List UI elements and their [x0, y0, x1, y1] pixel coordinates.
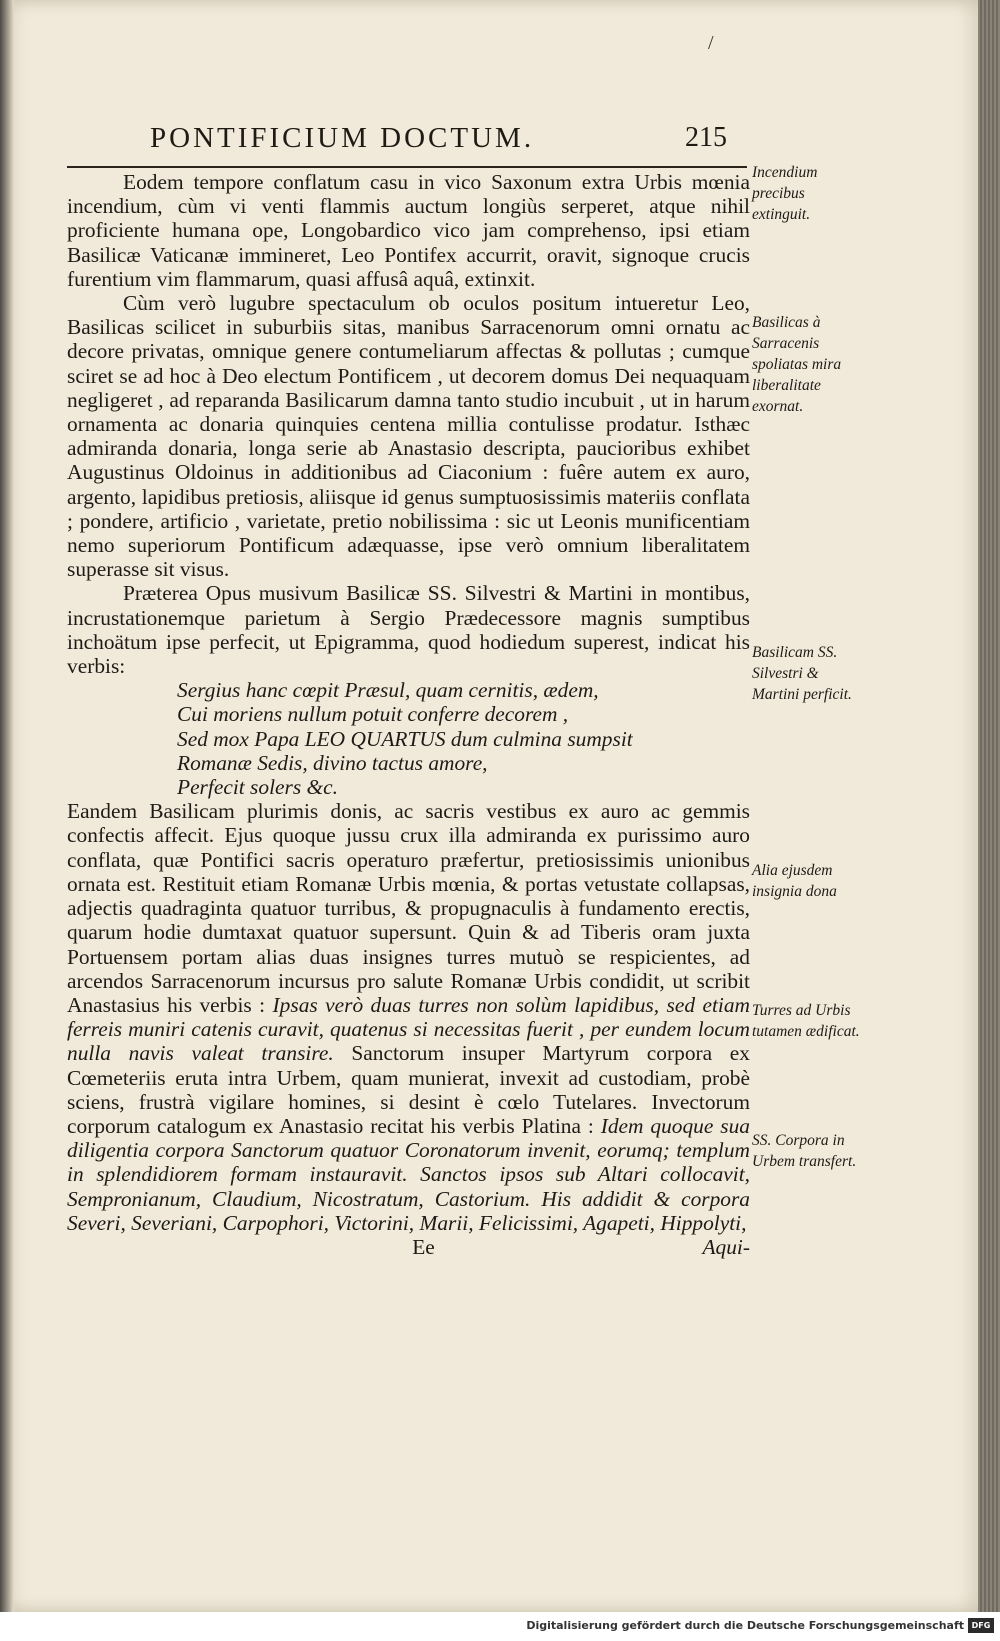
dfg-logo: DFG — [968, 1618, 994, 1633]
page-edge — [978, 0, 1000, 1612]
donations-text: Eandem Basilicam plurimis donis, ac sacris vestibus ex auro ac gemmis confectis affecit. Ejus quoque jussu crux illa admiranda ex purissimo auro conflata, quæ Pontifici sacris operaturo præfertur, pretiosissimis unionibus ornata est. Restituit etiam Romanæ Urbis mœnia, & portas vetustate collapsas, adjectis quadraginta quatuor turribus, & propugnaculis à fundamento erectis, quarum hodie dumtaxat quatuor supersunt. Quin & ad Tiberis oram juxta Portuensem portam alias duas insignes turres mutuò se respicientes, ad arcendos Sarracenorum incursus pro salute Romanæ Urbis condidit, ut scribit Anastasius his verbis : — [67, 799, 750, 1017]
epigram-verse — [177, 678, 750, 799]
paragraph-mosaic: Præterea Opus musivum Basilicæ SS. Silvestri & Martini in montibus, incrustationemque parietum à Sergio Prædecessore magnis sumptibus inchoätum ipse perfecit, ut Epigramma, quod hodiedum superest, indicat his verbis: — [67, 581, 750, 679]
binding-gutter — [0, 0, 14, 1612]
running-title: PONTIFICIUM DOCTUM. — [150, 122, 535, 154]
relics-text: Sanctorum insuper Martyrum corpora ex Cœmeteriis eruta intra Urbem, quam munierat, invexit ad custodiam, probè sciens, frustrà vigilare homines, si desint è cœlo Tutelares. Invectorum corporum catalogum ex Anastasio recitat his verbis Platina : — [67, 1041, 750, 1138]
page-number: 215 — [685, 122, 727, 153]
verse-line: Romanæ Sedis, divino tactus amore, — [177, 750, 488, 775]
margin-note-gifts: Alia ejusdem insignia dona — [752, 862, 837, 900]
page-header — [150, 122, 750, 162]
verse-line: Cui moriens nullum potuit conferre decorem , — [177, 702, 569, 727]
margin-note-towers: Turres ad Urbis tutamen ædificat. — [752, 1002, 860, 1040]
paragraph-donations — [67, 799, 750, 1235]
margin-note-mosaic: Basilicam SS. Silvestri & Martini perficit. — [752, 644, 852, 703]
paragraph-basilicas: Cùm verò lugubre spectaculum ob oculos positum intueretur Leo, Basilicas scilicet in suburbiis sitas, manibus Sarracenorum omni ornatu ac decore privatas, omnique genere contumeliarum affectas & pollutas ; cumque sciret se ad hoc à Deo electum Pontificem , ut decorem domus Dei nequaquam negligeret , ad reparanda Basilicarum damna tanto studio incubuit , ut in harum ornamenta ac donaria quinquies centena millia contulisse prodatur. Isthæc admiranda donaria, longa serie ab Anastasio descripta, paucioribus exhibet Augustinus Oldoinus in additionibus ad Ciaconium : fuêre autem ex auro, argento, lapidibus pretiosis, aliisque id genus sumptuosissimis materiis conflata ; pondere, artificio , varietate, pretio nobilissima : sic ut Leonis munificentiam nemo superiorum Pontificum adæquasse, ipse verò omnium liberalitatem superasse sit visus. — [67, 291, 750, 582]
signature-mark: Ee — [412, 1234, 435, 1259]
catchword: Aqui- — [702, 1235, 750, 1260]
funding-credit: Digitalisierung gefördert durch die Deutsche Forschungsgemeinschaft — [526, 1619, 964, 1632]
anastasius-quote: Ipsas verò duas turres non solùm lapidibus, sed etiam ferreis muniri catenis curavit, quatenus si necessitas fuerit , per eundem locum nulla navis valeat transire. — [67, 992, 750, 1066]
platina-quote: Idem quoque sua diligentia corpora Sanctorum quatuor Coronatorum invenit, eorumq; templum in splendidiorem formam instauravit. Sanctos ipsos sub Altari collocavit, Sempronianum, Claudium, Nicostratum, Castorium. His addidit & corpora Severi, Severiani, Carpophori, Victorini, Marii, Felicissimi, Agapeti, Hippolyti, — [67, 1113, 750, 1235]
pencil-mark: / — [708, 32, 714, 54]
verse-line: Sergius hanc cœpit Præsul, quam cernitis, ædem, — [177, 678, 599, 703]
verse-line: Perfecit solers &c. — [177, 775, 338, 800]
paragraph-fire: Eodem tempore conflatum casu in vico Saxonum extra Urbis mœnia incendium, cùm vi venti flammis auctum longiùs serperet, atque nihil proficiente humana ope, Longobardico vico jam comprehenso, ipsi etiam Basilicæ Vaticanæ immineret, Leo Pontifex accurrit, oravit, signoque crucis furentium vim flammarum, quasi affusâ aquâ, extinxit. — [67, 170, 750, 291]
margin-note-fire: Incendium precibus extinguit. — [752, 164, 818, 223]
main-text — [67, 170, 750, 1259]
margin-note-relics: SS. Corpora in Urbem transfert. — [752, 1132, 857, 1170]
verse-line: Sed mox Papa LEO QUARTUS dum culmina sumpsit — [177, 726, 633, 751]
margin-note-basilicas: Basilicas à Sarracenis spoliatas mira liberalitate exornat. — [752, 314, 842, 415]
header-rule — [67, 166, 747, 168]
footer-bar — [0, 1612, 1000, 1641]
